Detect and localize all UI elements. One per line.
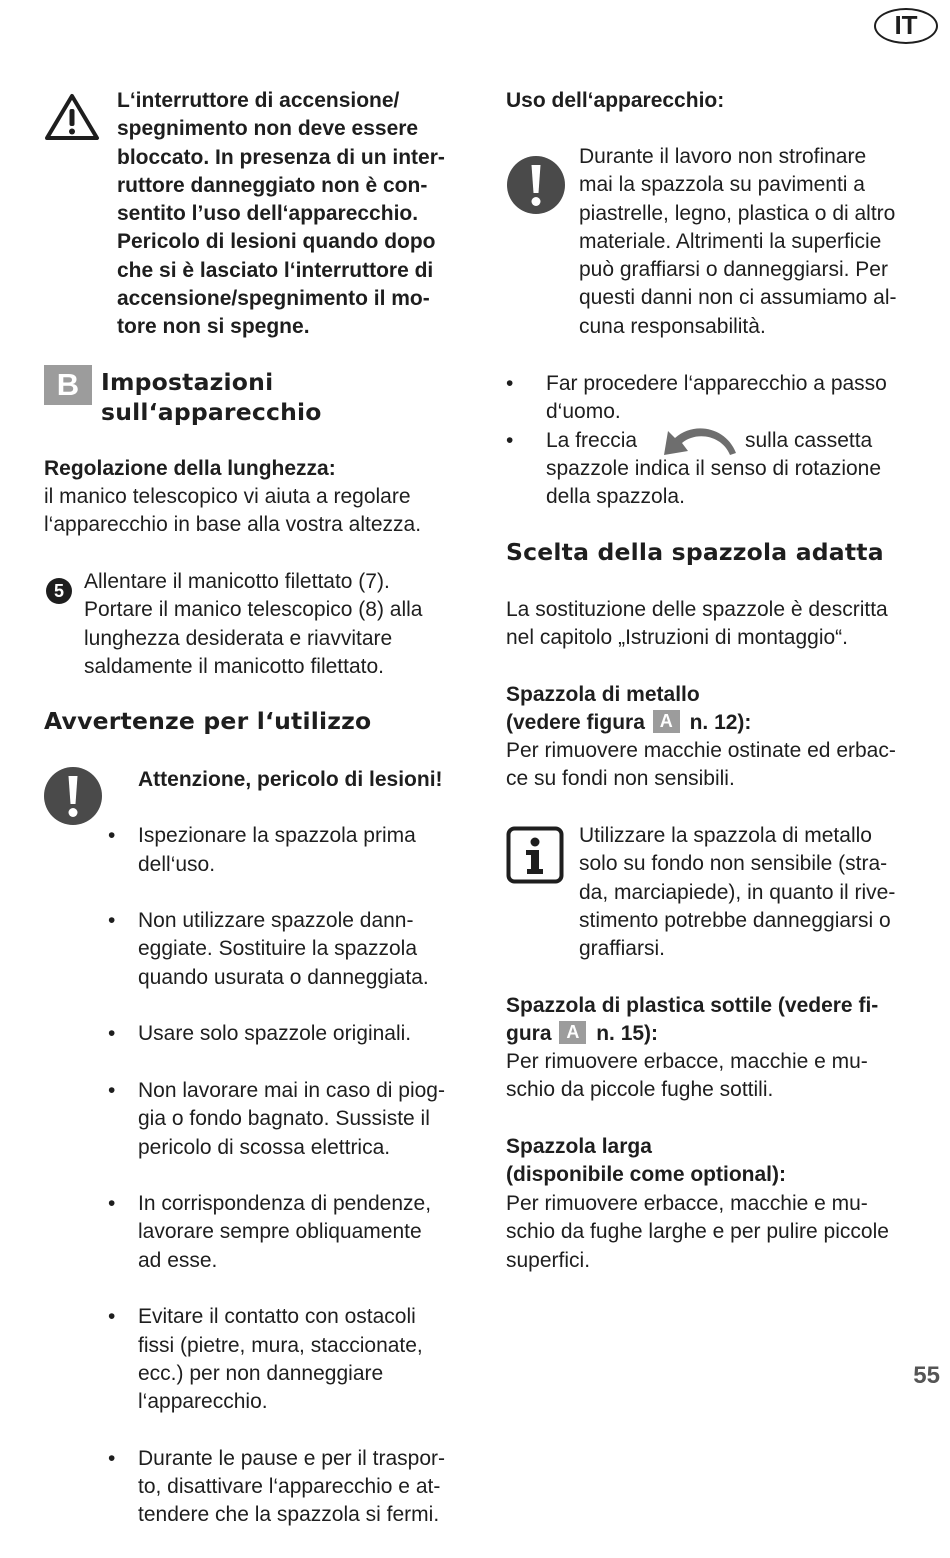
bullet-text-end: sulla cassetta (745, 429, 873, 452)
plastic-text: Per rimuovere erbacce, macchie e mu- schio da piccole fughe sottili. (506, 1050, 868, 1102)
figure-letter-badge: A (559, 1021, 586, 1044)
list-item (108, 1077, 488, 1162)
usage-title: Avvertenze per l‘utilizzo (44, 707, 372, 735)
exclamation-circle-icon (507, 156, 565, 214)
metal-heading-ref: n. 12): (689, 711, 752, 734)
caution-heading: Attenzione, pericolo di lesioni! (138, 768, 443, 791)
choice-text: La sostituzione delle spazzole è descritta nel capitolo „Istruzioni di montaggio“. (506, 598, 888, 650)
section-title: Impostazioni sull‘apparecchio (101, 368, 322, 426)
language-badge: IT (874, 8, 938, 44)
list-item-text: In corrispondenza di pendenze, lavorare sempre obliquamente ad esse. (138, 1192, 432, 1272)
bullet-text-rest: spazzole indica il senso di rotazione della spazzola. (546, 457, 882, 509)
list-item-text: Non lavorare mai in caso di piog- gia o fondo bagnato. Sussiste il pericolo di scossa elettrica. (138, 1078, 445, 1159)
length-heading: Regolazione della lunghezza: (44, 457, 336, 480)
info-text: Utilizzare la spazzola di metallo solo su fondo non sensibile (stra- da, marciapiede), in quanto il rive- stimento potrebbe danneggiarsi o graffiarsi. (579, 824, 896, 961)
list-item (108, 907, 488, 992)
section-letter-badge: B (44, 365, 92, 405)
bullet-marker: • (108, 1022, 116, 1046)
bullet-marker: • (108, 1192, 116, 1216)
exclamation-circle-icon (44, 767, 102, 825)
step-number-badge: 5 (46, 578, 72, 604)
wide-heading: Spazzola larga (disponibile come optional): (506, 1135, 786, 1187)
list-item (108, 1020, 488, 1048)
bullet-marker: • (506, 429, 514, 452)
list-item (108, 822, 488, 879)
bullet-marker: • (506, 372, 514, 395)
bullet-text-start: La freccia (546, 429, 638, 452)
page-number: 55 (913, 1362, 940, 1389)
list-item (108, 1190, 488, 1275)
metal-heading-text: (vedere figura (506, 711, 645, 734)
wide-text: Per rimuovere erbacce, macchie e mu- schio da fughe larghe e per pulire piccole superfici. (506, 1192, 889, 1272)
plastic-heading-line2 (506, 1020, 942, 1048)
bullet-text: Far procedere l‘apparecchio a passo d‘uomo. (546, 372, 887, 424)
metal-heading-line2 (506, 709, 942, 737)
bullet-marker: • (108, 1446, 116, 1470)
plastic-heading-text: gura (506, 1022, 552, 1045)
bullet-marker: • (108, 909, 116, 933)
list-item (108, 1445, 488, 1530)
choice-title: Scelta della spazzola adatta (506, 538, 884, 566)
metal-heading: Spazzola di metallo (506, 683, 700, 706)
metal-text: Per rimuovere macchie ostinate ed erbac- ce su fondi non sensibili. (506, 739, 896, 791)
step-text: Allentare il manicotto filettato (7). Portare il manico telescopico (8) alla lunghezza desiderata e riavvitare saldamente il manicotto filettato. (84, 570, 423, 678)
warning-text: L‘interruttore di accensione/ spegnimento non deve essere bloccato. In presenza di un inter- ruttore danneggiato non è con- sentito l’uso dell‘apparecchio. Pericolo di lesioni quando dopo che si è lasciato l‘interruttore di accensione/spegnimento il mo- tore non si spegne. (117, 89, 445, 339)
length-text: il manico telescopico vi aiuta a regolare l‘apparecchio in base alla vostra altezza. (44, 485, 422, 537)
warning-triangle-icon (44, 92, 100, 142)
figure-letter-badge: A (653, 710, 680, 733)
list-item (108, 1303, 488, 1416)
plastic-heading: Spazzola di plastica sottile (vedere fi- (506, 994, 879, 1017)
plastic-heading-ref: n. 15): (596, 1022, 659, 1045)
use-notice-text: Durante il lavoro non strofinare mai la spazzola su pavimenti a piastrelle, legno, plastica o di altro materiale. Altrimenti la superficie può graffiarsi o danneggiarsi. Per questi danni non ci assumiamo al- cuna responsabilità. (579, 145, 897, 338)
use-heading: Uso dell‘apparecchio: (506, 89, 725, 112)
list-item-text: Ispezionare la spazzola prima dell‘uso. (138, 824, 416, 876)
list-item-text: Durante le pause e per il traspor- to, disattivare l‘apparecchio e at- tendere che la spazzola si fermi. (138, 1446, 445, 1527)
caution-list (108, 794, 488, 1558)
bullet-marker: • (108, 1078, 116, 1102)
info-icon (506, 826, 564, 884)
list-item-text: Non utilizzare spazzole dann- eggiate. Sostituire la spazzola quando usurata o danneggiata. (138, 909, 429, 989)
list-item-text: Evitare il contatto con ostacoli fissi (pietre, mura, staccionate, ecc.) per non danneggiare l‘apparecchio. (138, 1305, 423, 1414)
bullet-marker: • (108, 1305, 116, 1329)
list-item-text: Usare solo spazzole originali. (138, 1022, 412, 1046)
bullet-marker: • (108, 824, 116, 848)
